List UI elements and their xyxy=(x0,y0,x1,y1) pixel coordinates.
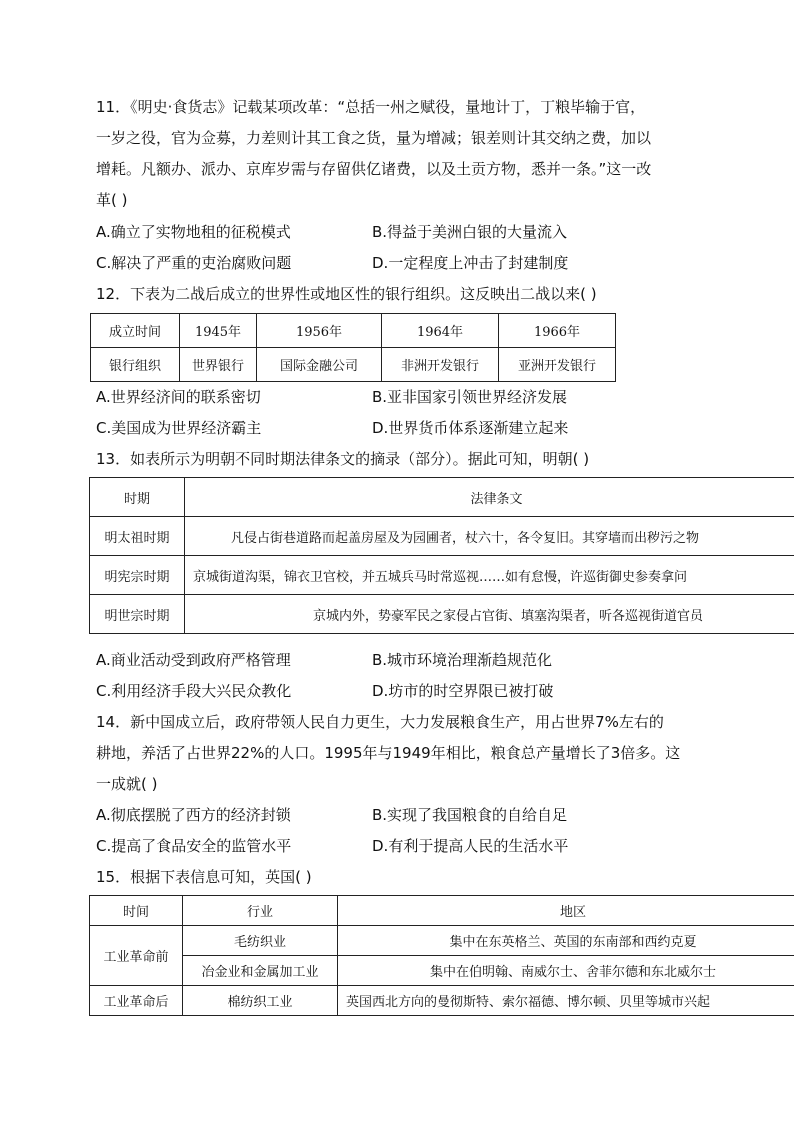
q12-option-c[interactable]: C.美国成为世界经济霸主 xyxy=(96,419,262,437)
q12-cell: 1966年 xyxy=(499,314,616,348)
q11-option-a[interactable]: A.确立了实物地租的征税模式 xyxy=(96,223,291,241)
q13-option-c[interactable]: C.利用经济手段大兴民众教化 xyxy=(96,682,292,700)
q15-region: 英国西北方向的曼彻斯特、索尔福德、博尔顿、贝里等城市兴起 xyxy=(338,986,794,1016)
q11-option-b[interactable]: B.得益于美洲白银的大量流入 xyxy=(372,223,568,241)
q15-period: 工业革命前 xyxy=(90,926,183,986)
q14-stem-line-3: 一成就( ) xyxy=(96,775,158,793)
q12-cell: 1964年 xyxy=(382,314,499,348)
q12-cell: 成立时间 xyxy=(91,314,180,348)
q14-stem-line-1: 14．新中国成立后，政府带领人民自力更生，大力发展粮食生产，用占世界7%左右的 xyxy=(96,713,664,731)
q11-stem-line-3: 增耗。凡额办、派办、京库岁需与存留供亿诸费，以及土贡方物，悉并一条。”这一改 xyxy=(96,160,652,178)
q13-law-text: 京城街道沟渠，锦衣卫官校，并五城兵马时常巡视……如有怠慢，许巡街御史参奏拿问 xyxy=(185,556,794,595)
q13-table xyxy=(89,477,794,634)
q13-option-b[interactable]: B.城市环境治理渐趋规范化 xyxy=(372,651,553,669)
q12-cell: 1945年 xyxy=(180,314,257,348)
q11-option-d[interactable]: D.一定程度上冲击了封建制度 xyxy=(372,254,569,272)
q14-option-d[interactable]: D.有利于提高人民的生活水平 xyxy=(372,837,569,855)
q13-header: 时期 xyxy=(90,478,185,517)
q15-table xyxy=(89,895,794,1016)
q13-law-text: 京城内外，势豪军民之家侵占官街、填塞沟渠者，听各巡视街道官员 xyxy=(185,595,794,634)
q11-stem-line-2: 一岁之役，官为佥募，力差则计其工食之货，量为增减；银差则计其交纳之费，加以 xyxy=(96,129,652,147)
q15-period: 工业革命后 xyxy=(90,986,183,1016)
q15-industry: 冶金业和金属加工业 xyxy=(183,956,338,986)
q14-option-b[interactable]: B.实现了我国粮食的自给自足 xyxy=(372,806,568,824)
q13-option-a[interactable]: A.商业活动受到政府严格管理 xyxy=(96,651,291,669)
q15-industry: 棉纺织工业 xyxy=(183,986,338,1016)
q15-region: 集中在伯明翰、南威尔士、舍菲尔德和东北威尔士 xyxy=(338,956,794,986)
q13-stem: 13．如表所示为明朝不同时期法律条文的摘录（部分）。据此可知，明朝( ) xyxy=(96,450,590,468)
q14-option-a[interactable]: A.彻底摆脱了西方的经济封锁 xyxy=(96,806,291,824)
q12-cell: 世界银行 xyxy=(180,348,257,382)
q11-stem-line-4: 革( ) xyxy=(96,191,128,209)
q11-stem-line-1: 11．《明史·食货志》记载某项改革：“总括一州之赋役，量地计丁，丁粮毕输于官， xyxy=(96,98,646,116)
q13-option-d[interactable]: D.坊市的时空界限已被打破 xyxy=(372,682,554,700)
q15-header: 行业 xyxy=(183,896,338,926)
q15-region: 集中在东英格兰、英国的东南部和西约克夏 xyxy=(338,926,794,956)
q13-period: 明太祖时期 xyxy=(90,517,185,556)
q14-stem-line-2: 耕地，养活了占世界22%的人口。1995年与1949年相比，粮食总产量增长了3倍多。这 xyxy=(96,744,681,762)
q12-table xyxy=(90,313,616,382)
q12-stem: 12．下表为二战后成立的世界性或地区性的银行组织。这反映出二战以来( ) xyxy=(96,285,597,303)
q12-option-d[interactable]: D.世界货币体系逐渐建立起来 xyxy=(372,419,569,437)
q12-cell: 国际金融公司 xyxy=(257,348,382,382)
q12-cell: 1956年 xyxy=(257,314,382,348)
q12-option-a[interactable]: A.世界经济间的联系密切 xyxy=(96,388,261,406)
q12-cell: 亚洲开发银行 xyxy=(499,348,616,382)
q15-header: 地区 xyxy=(338,896,794,926)
q12-cell: 银行组织 xyxy=(91,348,180,382)
q15-industry: 毛纺织业 xyxy=(183,926,338,956)
q13-period: 明宪宗时期 xyxy=(90,556,185,595)
q12-option-b[interactable]: B.亚非国家引领世界经济发展 xyxy=(372,388,568,406)
q12-cell: 非洲开发银行 xyxy=(382,348,499,382)
q13-header: 法律条文 xyxy=(185,478,794,517)
q14-option-c[interactable]: C.提高了食品安全的监管水平 xyxy=(96,837,292,855)
q11-option-c[interactable]: C.解决了严重的吏治腐败问题 xyxy=(96,254,292,272)
q13-period: 明世宗时期 xyxy=(90,595,185,634)
q13-law-text: 凡侵占街巷道路而起盖房屋及为园圃者，杖六十，各令复旧。其穿墙而出秽污之物 xyxy=(185,517,794,556)
q15-stem: 15．根据下表信息可知，英国( ) xyxy=(96,868,312,886)
q15-header: 时间 xyxy=(90,896,183,926)
